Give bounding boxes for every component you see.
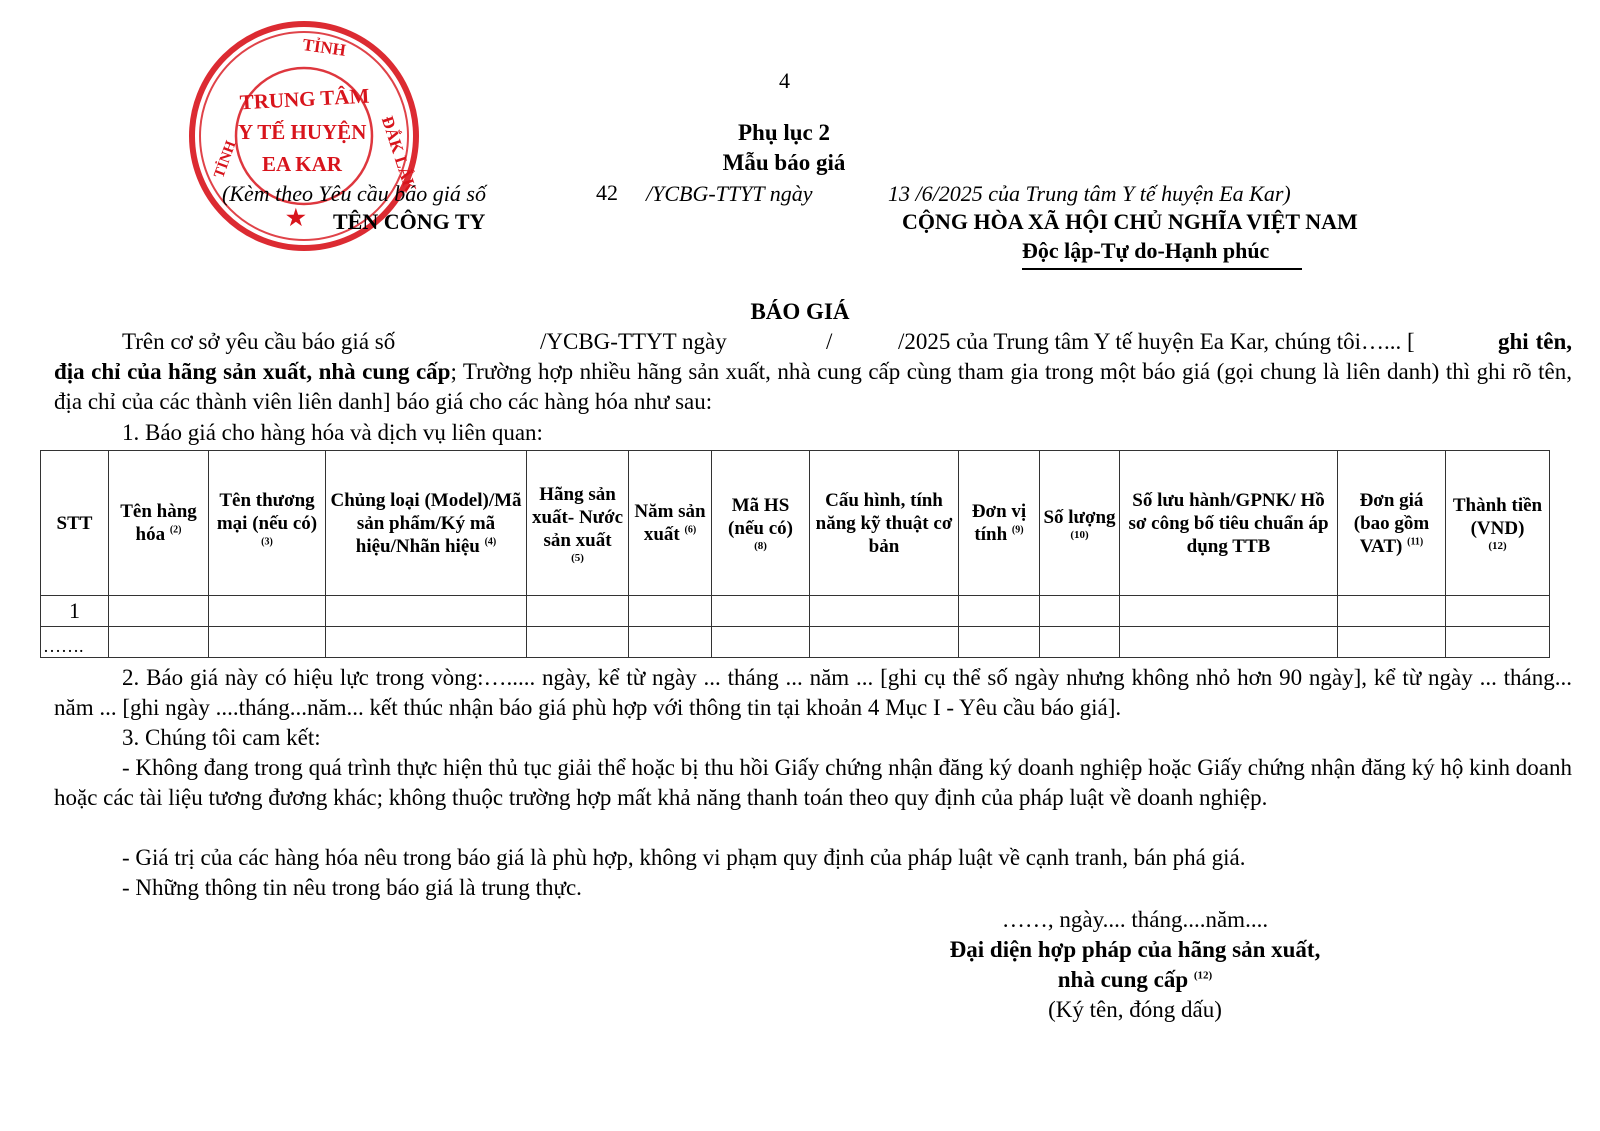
- intro-part5: ; Trường hợp nhiều hãng sản xuất, nhà cung cấp cùng tham gia trong một báo giá (gọi chung là liên danh) thì ghi rõ tên, địa chỉ của các thành viên liên danh] báo giá cho các hàng hóa như sau:: [54, 359, 1572, 414]
- table-cell: [326, 627, 527, 658]
- attachment-middle: /YCBG-TTYT ngày: [646, 181, 813, 206]
- signature-note: (Ký tên, đóng dấu): [1048, 997, 1222, 1022]
- table-header-note: (2): [169, 524, 182, 536]
- table-cell: [109, 596, 209, 627]
- table-cell: [712, 596, 810, 627]
- table-header-cell: [527, 451, 629, 596]
- table-cell-stt: 1: [41, 596, 109, 627]
- table-header-note: (11): [1407, 536, 1424, 548]
- table-header-text: Chủng loại (Model)/Mã sản phẩm/Ký mã hiệu/Nhãn hiệu: [330, 489, 522, 557]
- table-header-text: STT: [56, 512, 93, 534]
- table-header-cell: [326, 451, 527, 596]
- intro-bold: ghi tên, địa chỉ của hãng sản xuất, nhà cung cấp: [54, 329, 1572, 384]
- table-header-text: Hãng sản xuất- Nước sản xuất: [531, 483, 624, 551]
- signature-rep2-text: nhà cung cấp: [1057, 967, 1189, 992]
- table-header-cell: [1120, 451, 1338, 596]
- table-cell: [527, 627, 629, 658]
- table-cell: [109, 627, 209, 658]
- signature-rep2-note: (12): [1193, 969, 1213, 982]
- table-cell: [810, 596, 959, 627]
- intro-part3: /: [826, 329, 833, 354]
- stamp-right-arc: ĐẮK LẮK: [377, 113, 421, 195]
- page-number: 4: [779, 68, 790, 93]
- motto: Độc lập-Tự do-Hạnh phúc: [1022, 238, 1270, 263]
- table-cell: [1040, 596, 1120, 627]
- stamp-top-arc: TỈNH: [301, 35, 348, 60]
- table-header-text: Thành tiền (VND): [1452, 495, 1543, 539]
- table-header-row: [41, 451, 1550, 596]
- stamp-line1: TRUNG TÂM: [239, 83, 370, 115]
- table-header-note: (3): [261, 536, 273, 548]
- table-row: [41, 627, 1550, 658]
- signature-rep-line1: Đại diện hợp pháp của hãng sản xuất,: [949, 937, 1321, 962]
- table-cell-stt: …….: [41, 627, 109, 658]
- table-header-text: Đơn vị tính: [971, 501, 1027, 545]
- motto-underline: [1022, 268, 1302, 270]
- attachment-date: 13 /6/2025 của Trung tâm Y tế huyện Ea Kar): [888, 181, 1291, 206]
- svg-text:★: ★: [286, 205, 306, 230]
- intro-part4-text: /2025 của Trung tâm Y tế huyện Ea Kar, chúng tôi…... [: [898, 329, 1415, 354]
- table-cell: [629, 627, 712, 658]
- table-header-cell: [959, 451, 1040, 596]
- table-header-cell: [1338, 451, 1446, 596]
- table-header-cell: [1446, 451, 1550, 596]
- table-cell: [959, 596, 1040, 627]
- table-header-note: (10): [1070, 528, 1089, 541]
- stamp-line2: Y TẾ HUYỆN: [238, 120, 367, 144]
- table-cell: [1120, 596, 1338, 627]
- table-cell: [1040, 627, 1120, 658]
- table-cell: [810, 627, 959, 658]
- appendix-title: Phụ lục 2: [737, 120, 831, 145]
- table-header-cell: [712, 451, 810, 596]
- table-header-text: Tên hàng hóa: [120, 501, 197, 545]
- table-cell: [1446, 596, 1550, 627]
- attachment-prefix: (Kèm theo Yêu cầu báo giá số: [222, 181, 486, 206]
- table-header-text: Cấu hình, tính năng kỹ thuật cơ bản: [815, 489, 953, 557]
- table-header-note: (9): [1011, 524, 1024, 536]
- table-header-cell: [1040, 451, 1120, 596]
- table-header-text: Số lượng: [1043, 506, 1116, 528]
- intro-part1: Trên cơ sở yêu cầu báo giá số: [122, 329, 396, 354]
- table-row: [41, 596, 1550, 627]
- table-header-text: Tên thương mại (nếu có): [216, 489, 318, 534]
- table-header-cell: [41, 451, 109, 596]
- commit-item-1: - Không đang trong quá trình thực hiện thủ tục giải thể hoặc bị thu hồi Giấy chứng nhận đăng ký doanh nghiệp hoặc Giấy chứng nhận đăng ký hộ kinh doanh hoặc các tài liệu tương đương khác; không thuộc trường hợp mất khả năng thanh toán theo quy định của pháp luật về doanh nghiệp.: [54, 755, 1572, 810]
- table-cell: [1338, 627, 1446, 658]
- intro-continued: [54, 327, 1572, 417]
- table-header-note: (8): [754, 540, 767, 552]
- table-cell: [959, 627, 1040, 658]
- section1-heading: 1. Báo giá cho hàng hóa và dịch vụ liên quan:: [122, 420, 543, 445]
- table-header-note: (4): [484, 536, 497, 548]
- table-cell: [1446, 627, 1550, 658]
- table-cell: [1120, 627, 1338, 658]
- form-title: Mẫu báo giá: [722, 150, 846, 175]
- table-header-cell: [209, 451, 326, 596]
- table-header-cell: [629, 451, 712, 596]
- table-cell: [712, 627, 810, 658]
- section3-heading: 3. Chúng tôi cam kết:: [122, 725, 321, 750]
- stamp-left-arc: TỈNH: [211, 138, 240, 181]
- republic-title: CỘNG HÒA XÃ HỘI CHỦ NGHĨA VIỆT NAM: [902, 209, 1358, 234]
- table-header-note: (5): [571, 551, 584, 564]
- table-header-text: Số lưu hành/GPNK/ Hồ sơ công bố tiêu chuẩn áp dụng TTB: [1128, 489, 1329, 557]
- table-header-note: (6): [684, 524, 697, 536]
- section2-text: 2. Báo giá này có hiệu lực trong vòng:…..... ngày, kể từ ngày ... tháng ... năm ... [ghi cụ thể số ngày nhưng không nhỏ hơn 90 ngày], kể từ ngày ... tháng... năm ... [ghi ngày ....tháng...năm... kết thúc nhận báo giá phù hợp với thông tin tại khoản 4 Mục I - Yêu cầu báo giá].: [54, 665, 1572, 720]
- table-cell: [629, 596, 712, 627]
- table-cell: [527, 596, 629, 627]
- intro-part2: /YCBG-TTYT ngày: [540, 329, 727, 354]
- company-name: TÊN CÔNG TY: [333, 209, 486, 234]
- commit-item-3: - Những thông tin nêu trong báo giá là trung thực.: [122, 875, 582, 900]
- table-header-text: Năm sản xuất: [634, 501, 706, 545]
- table-header-text: Đơn giá (bao gồm VAT): [1353, 489, 1430, 557]
- table-header-cell: [109, 451, 209, 596]
- quote-table: [40, 450, 1550, 658]
- quote-title: BÁO GIÁ: [750, 299, 850, 324]
- table-header-note: (12): [1488, 540, 1507, 552]
- table-cell: [1338, 596, 1446, 627]
- table-cell: [209, 596, 326, 627]
- table-header-cell: [810, 451, 959, 596]
- signature-date-line: ……, ngày.... tháng....năm....: [1001, 907, 1269, 932]
- stamp-line3: EA KAR: [262, 152, 342, 176]
- signature-rep-line2: [900, 965, 1370, 995]
- commit-item-2: - Giá trị của các hàng hóa nêu trong báo giá là phù hợp, không vi phạm quy định của pháp luật về cạnh tranh, bán phá giá.: [122, 845, 1246, 870]
- table-cell: [326, 596, 527, 627]
- table-cell: [209, 627, 326, 658]
- table-header-text: Mã HS (nếu có): [728, 495, 793, 539]
- attachment-number: 42: [596, 180, 618, 205]
